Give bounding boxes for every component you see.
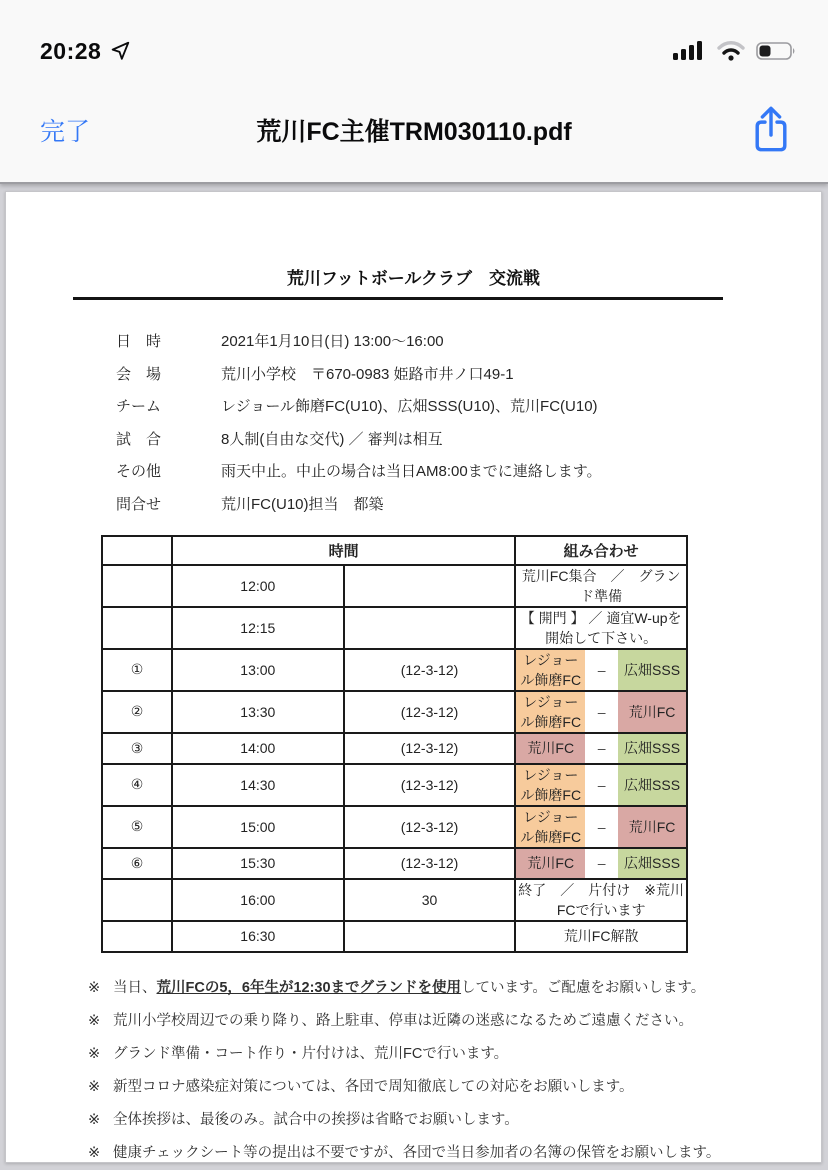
info-value: 2021年1月10日(日) 13:00～16:00 [221, 333, 444, 350]
title-rule [73, 297, 723, 300]
table-row [102, 879, 687, 921]
duration-cell: (12-3-12) [344, 806, 516, 848]
match-number-cell [102, 921, 172, 952]
pdf-content-area[interactable] [0, 191, 828, 1170]
matchup-strip [516, 734, 686, 763]
event-text-cell: 【 開門 】 ／ 適宜W-upを開始して下さい。 [515, 607, 687, 649]
note-text: 健康チェックシート等の提出は不要ですが、各団で当日参加者の名簿の保管をお願いします。 [113, 1144, 721, 1161]
duration-cell: 30 [344, 879, 516, 921]
table-row [102, 764, 687, 806]
notes-list [88, 978, 821, 1163]
time-cell: 15:00 [172, 806, 344, 848]
home-team-cell: 荒川FC [516, 734, 585, 763]
cellular-signal-icon [672, 40, 706, 62]
home-team-cell: レジョール飾磨FC [516, 807, 585, 847]
note-marker: ※ [88, 1012, 101, 1029]
info-label: その他 [116, 463, 162, 480]
info-row [116, 495, 821, 515]
matchup-cell [515, 848, 687, 879]
note-text: グランド準備・コート作り・片付けは、荒川FCで行います。 [113, 1045, 509, 1062]
header-matchup-cell: 組み合わせ [515, 536, 687, 565]
match-number-cell [102, 879, 172, 921]
matchup-strip [516, 692, 686, 732]
location-arrow-icon [109, 40, 131, 62]
note-row [88, 1044, 821, 1064]
note-text: 荒川小学校周辺での乗り降り、路上駐車、停車は近隣の迷惑になるためご遠慮ください。 [113, 1012, 693, 1029]
home-team-cell: レジョール飾磨FC [516, 692, 585, 732]
note-row [88, 1110, 821, 1130]
time-cell: 13:00 [172, 649, 344, 691]
duration-cell: (12-3-12) [344, 848, 516, 879]
nav-bar [0, 88, 828, 182]
status-bar [0, 0, 828, 88]
schedule-table [101, 535, 688, 953]
note-text: 新型コロナ感染症対策については、各団で周知徹底しての対応をお願いします。 [113, 1078, 634, 1095]
away-team-cell: 荒川FC [618, 692, 686, 732]
matchup-cell [515, 649, 687, 691]
time-cell: 14:00 [172, 733, 344, 764]
matchup-cell [515, 764, 687, 806]
info-label: チーム [116, 398, 162, 415]
home-team-cell: 荒川FC [516, 849, 585, 878]
note-marker: ※ [88, 1078, 101, 1095]
away-team-cell: 広畑SSS [618, 650, 686, 690]
duration-cell: (12-3-12) [344, 733, 516, 764]
note-text: 全体挨拶は、最後のみ。試合中の挨拶は省略でお願いします。 [113, 1111, 519, 1128]
vs-separator: – [597, 855, 606, 871]
away-team-cell: 広畑SSS [618, 849, 686, 878]
info-label: 問合せ [116, 495, 162, 513]
vs-separator: – [597, 818, 606, 835]
event-text-cell: 終了 ／ 片付け ※荒川FCで行います [515, 879, 687, 921]
home-team-cell: レジョール飾磨FC [516, 650, 585, 690]
top-chrome [0, 0, 828, 184]
matchup-strip [516, 807, 686, 847]
time-cell: 16:30 [172, 921, 344, 952]
wifi-icon [716, 40, 746, 62]
event-text-cell: 荒川FC解散 [515, 921, 687, 952]
time-cell: 14:30 [172, 764, 344, 806]
info-row [116, 430, 821, 450]
table-row [102, 848, 687, 879]
header-num-cell [102, 536, 172, 565]
match-number-cell: ⑥ [102, 848, 172, 879]
share-icon [750, 104, 792, 154]
table-row [102, 733, 687, 764]
match-number-cell: ⑤ [102, 806, 172, 848]
duration-cell [344, 921, 516, 952]
header-time-cell: 時間 [172, 536, 515, 565]
note-row [88, 1011, 821, 1031]
info-value: 雨天中止。中止の場合は当日AM8:00までに連絡します。 [221, 463, 602, 480]
battery-icon [756, 40, 798, 62]
info-row [116, 397, 821, 417]
note-marker: ※ [88, 1144, 101, 1161]
share-button[interactable] [750, 104, 792, 157]
time-cell: 15:30 [172, 848, 344, 879]
info-row [116, 462, 821, 482]
match-number-cell: ④ [102, 764, 172, 806]
vs-separator: – [597, 740, 606, 756]
match-number-cell: ② [102, 691, 172, 733]
match-number-cell: ③ [102, 733, 172, 764]
event-info-list [116, 332, 821, 515]
info-value: 8人制(自由な交代) ／ 審判は相互 [221, 430, 443, 448]
note-emphasis: 荒川FCの5，6年生が12:30までグランドを使用 [156, 979, 462, 996]
time-cell: 16:00 [172, 879, 344, 921]
table-row [102, 565, 687, 607]
info-row [116, 365, 821, 385]
duration-cell [344, 565, 516, 607]
info-label: 試 合 [116, 430, 162, 448]
event-text-cell: 荒川FC集合 ／ グランド準備 [515, 565, 687, 607]
pdf-page [5, 191, 822, 1163]
matchup-cell [515, 733, 687, 764]
document-filename: 荒川FC主催TRM030110.pdf [256, 118, 572, 146]
matchup-cell [515, 691, 687, 733]
matchup-strip [516, 650, 686, 690]
matchup-strip [516, 765, 686, 805]
table-header-row [102, 536, 687, 565]
info-row [116, 332, 821, 352]
vs-separator: – [597, 703, 606, 720]
note-marker: ※ [88, 1045, 101, 1062]
duration-cell: (12-3-12) [344, 691, 516, 733]
match-number-cell: ① [102, 649, 172, 691]
status-time: 20:28 [40, 37, 102, 64]
away-team-cell: 荒川FC [618, 807, 686, 847]
table-row [102, 691, 687, 733]
home-team-cell: レジョール飾磨FC [516, 765, 585, 805]
match-number-cell [102, 565, 172, 607]
note-row [88, 1143, 821, 1163]
matchup-strip [516, 849, 686, 878]
table-row [102, 921, 687, 952]
table-row [102, 649, 687, 691]
done-button[interactable]: 完了 [40, 112, 90, 148]
info-value: 荒川FC(U10)担当 都築 [221, 495, 384, 513]
time-cell: 12:00 [172, 565, 344, 607]
info-value: 荒川小学校 〒670-0983 姫路市井ノ口49-1 [221, 365, 514, 383]
table-row [102, 607, 687, 649]
table-row [102, 806, 687, 848]
note-text: 当日、荒川FCの5，6年生が12:30までグランドを使用しています。ご配慮をお願いします。 [113, 979, 706, 996]
away-team-cell: 広畑SSS [618, 734, 686, 763]
duration-cell: (12-3-12) [344, 649, 516, 691]
info-label: 会 場 [116, 365, 162, 383]
note-row [88, 978, 821, 998]
note-marker: ※ [88, 1111, 101, 1128]
info-value: レジョール飾磨FC(U10)、広畑SSS(U10)、荒川FC(U10) [221, 398, 598, 415]
duration-cell: (12-3-12) [344, 764, 516, 806]
match-number-cell [102, 607, 172, 649]
note-row [88, 1077, 821, 1097]
time-cell: 13:30 [172, 691, 344, 733]
time-cell: 12:15 [172, 607, 344, 649]
note-marker: ※ [88, 979, 101, 996]
duration-cell [344, 607, 516, 649]
info-label: 日 時 [116, 333, 162, 350]
vs-separator: – [597, 661, 606, 678]
matchup-cell [515, 806, 687, 848]
document-title: 荒川フットボールクラブ 交流戦 [286, 269, 541, 288]
vs-separator: – [597, 776, 606, 793]
away-team-cell: 広畑SSS [618, 765, 686, 805]
